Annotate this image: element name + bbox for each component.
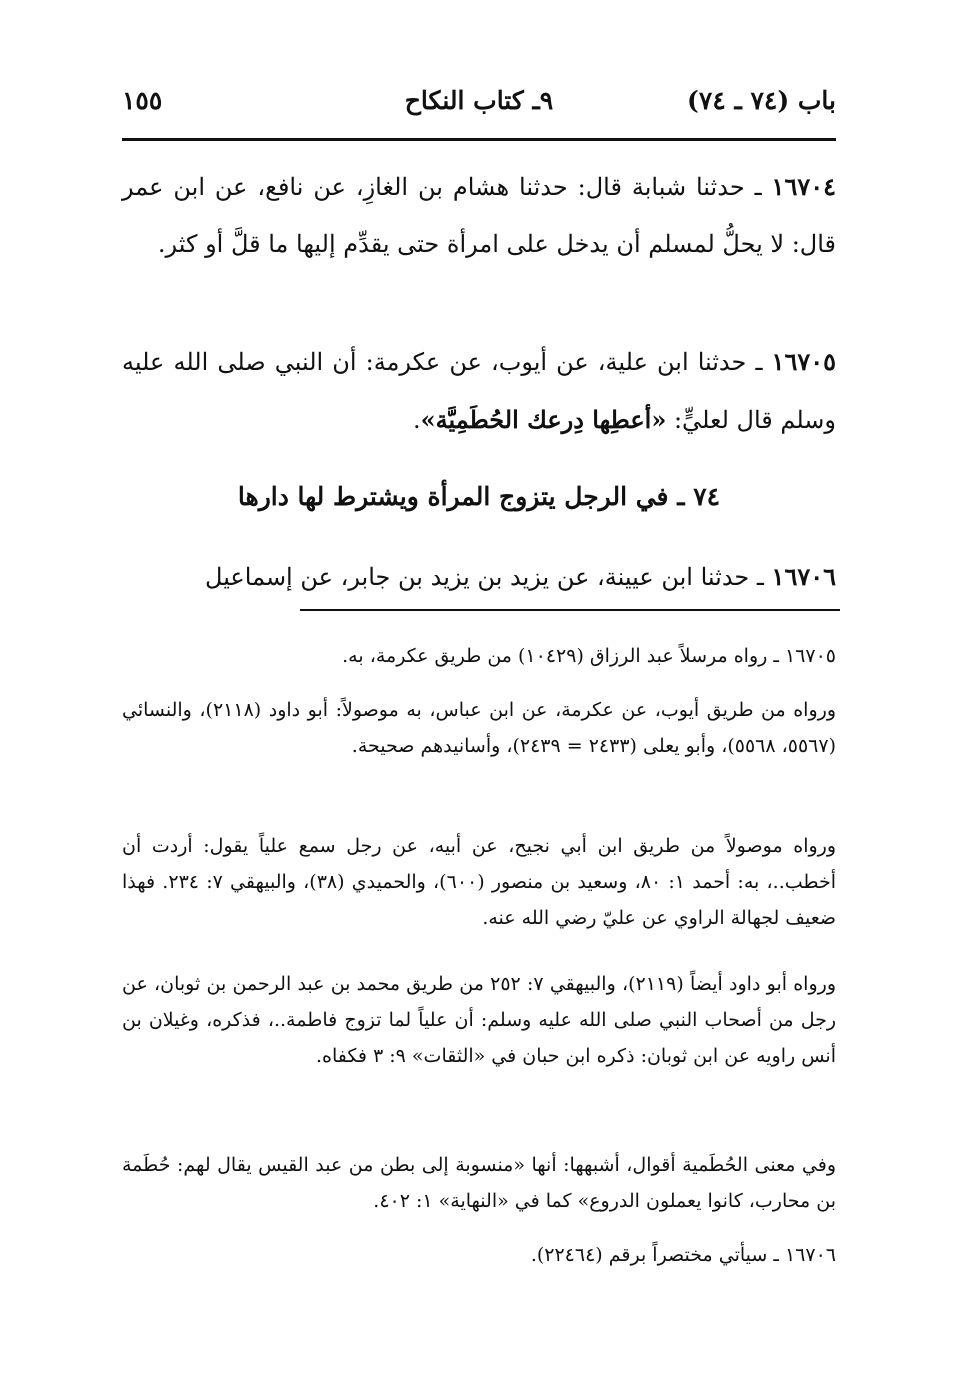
hadith-16704 (122, 158, 836, 273)
footnote-5: وفي معنى الحُطَمية أقوال، أشبهها: أنها «منسوبة إلى بطن من عبد القيس يقال لهم: حُطَمة بن محارب، كانوا يعملون الدروع» كما في «النهاية» ١: ٤٠٢. (122, 1154, 836, 1212)
footnote-separator (300, 609, 840, 611)
footnote-3: ورواه موصولاً من طريق ابن أبي نجيح، عن أبيه، عن رجل سمع علياً يقول: أردت أن أخطب..، به: أحمد ١: ٨٠، وسعيد بن منصور (٦٠٠)، والحميدي (٣٨)، والبيهقي ٧: ٢٣٤. فهذا ضعيف لجهالة الراوي عن عليّ رضي الله عنه. (122, 835, 836, 929)
hadith-paragraph (122, 548, 836, 606)
chapter-heading: ٧٤ ـ في الرجل يتزوج المرأة ويشترط لها دارها (237, 482, 721, 511)
chapter-range: باب (٧٤ ـ ٧٤) (687, 86, 836, 115)
hadith-number: ١٦٧٠٥ (771, 347, 836, 376)
footnote-2: ورواه من طريق أيوب، عن عكرمة، عن ابن عباس، به موصولاً: أبو داود (٢١١٨)، والنسائي (٥٥٦٧، ٥٥٦٨)، وأبو يعلى (٢٤٣٣ = ٢٤٣٩)، وأسانيدهم صحيحة. (122, 699, 836, 757)
hadith-paragraph (122, 158, 836, 273)
hadith-quote: «أعطِها دِرعك الحُطَمِيَّة» (420, 405, 667, 434)
page-number: ١٥٥ (122, 86, 163, 115)
hadith-number: ١٦٧٠٦ (771, 562, 836, 591)
hadith-text: ـ حدثنا ابن علية، عن أيوب، عن عكرمة: أن النبي صلى الله عليه وسلم قال لعليٍّ: (122, 348, 836, 434)
hadith-text: ـ حدثنا ابن عيينة، عن يزيد بن يزيد بن جابر، عن إسماعيل (205, 563, 772, 591)
header-rule (122, 138, 836, 141)
hadith-number: ١٦٧٠٤ (771, 172, 836, 201)
hadith-16705 (122, 333, 836, 449)
footnote-1: ١٦٧٠٥ ـ رواه مرسلاً عبد الرزاق (١٠٤٢٩) من طريق عكرمة، به. (342, 645, 836, 667)
hadith-paragraph (122, 333, 836, 449)
hadith-end: . (412, 406, 421, 434)
hadith-text: ـ حدثنا شبابة قال: حدثنا هشام بن الغازِ، عن نافع، عن ابن عمر قال: لا يحلُّ لمسلم أن يدخل على امرأة حتى يقدِّم إليها ما قلَّ أو كثر. (122, 173, 836, 258)
footnote-4: ورواه أبو داود أيضاً (٢١١٩)، والبيهقي ٧: ٢٥٢ من طريق محمد بن عبد الرحمن بن ثوبان، عن رجل من أصحاب النبي صلى الله عليه وسلم: أن علياً لما تزوج فاطمة..، فذكره، وغيلان بن أنس راويه عن ابن ثوبان: ذكره ابن حبان في «الثقات» ٩: ٣ فكفاه. (122, 973, 836, 1067)
book-title: ٩ـ كتاب النكاح (404, 86, 554, 115)
page-header (122, 82, 836, 128)
hadith-16706 (122, 548, 836, 606)
footnote-6: ١٦٧٠٦ ـ سيأتي مختصراً برقم (٢٢٤٦٤). (530, 1244, 836, 1266)
